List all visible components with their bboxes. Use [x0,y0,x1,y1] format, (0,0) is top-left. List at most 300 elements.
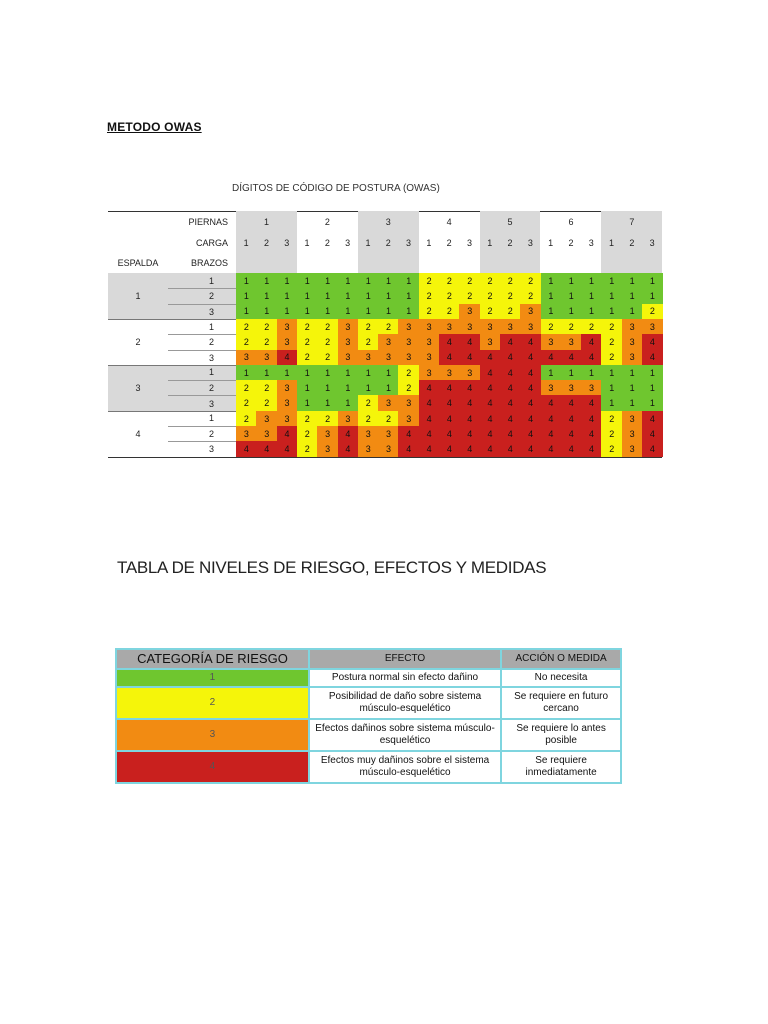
owas-cell: 1 [236,304,257,320]
owas-cell: 2 [358,319,379,335]
owas-cell: 2 [601,350,622,366]
owas-cell: 3 [378,350,399,366]
owas-cell: 1 [541,365,562,381]
carga-header: 3 [398,232,418,253]
label-carga: CARGA [195,237,228,248]
owas-cell: 1 [541,273,562,289]
owas-cell: 1 [561,304,582,320]
owas-cell: 2 [378,319,399,335]
owas-cell: 3 [622,441,643,457]
owas-cell: 2 [236,395,257,411]
owas-cell: 1 [338,304,359,320]
piernas-header-5: 5 [480,211,541,232]
owas-cell: 2 [317,350,338,366]
owas-cell: 1 [277,365,298,381]
owas-cell: 3 [256,411,277,427]
header-categoria: CATEGORÍA DE RIESGO [116,649,309,669]
owas-cell: 2 [358,395,379,411]
owas-cell: 4 [581,411,602,427]
piernas-header-3: 3 [358,211,419,232]
owas-cell: 3 [642,319,663,335]
owas-cell: 4 [541,426,562,442]
owas-cell: 3 [277,395,298,411]
owas-cell: 4 [561,411,582,427]
owas-cell: 3 [277,334,298,350]
owas-cell: 4 [419,395,440,411]
owas-cell: 3 [338,411,359,427]
owas-cell: 1 [398,288,419,304]
owas-cell: 2 [520,273,541,289]
owas-cell: 3 [419,319,440,335]
brazos-label: 3 [168,441,236,456]
owas-cell: 1 [317,395,338,411]
owas-cell: 3 [378,441,399,457]
header-shade [236,253,297,273]
owas-cell: 1 [317,288,338,304]
owas-cell: 1 [378,304,399,320]
owas-cell: 2 [601,319,622,335]
risk-row [116,687,621,719]
owas-cell: 1 [601,380,622,396]
owas-cell: 4 [561,441,582,457]
owas-figure [108,175,663,475]
owas-cell: 4 [581,395,602,411]
carga-header: 1 [304,237,310,248]
carga-header: 1 [601,232,621,253]
owas-cell: 4 [459,380,480,396]
risk-row [116,719,621,751]
owas-cell: 2 [297,441,318,457]
owas-cell: 4 [520,395,541,411]
owas-cell: 1 [642,365,663,381]
header-shade [480,253,541,273]
owas-cell: 1 [236,273,257,289]
owas-cell: 4 [500,411,521,427]
owas-cell: 4 [541,395,562,411]
owas-cell: 3 [541,334,562,350]
owas-cell: 4 [541,350,562,366]
risk-row [116,751,621,783]
risk-action-cell: No necesita [501,669,621,687]
owas-cell: 2 [317,411,338,427]
owas-cell: 2 [500,304,521,320]
owas-cell: 3 [398,395,419,411]
risk-action-cell: Se requiere en futuro cercano [501,687,621,719]
owas-cell: 4 [419,441,440,457]
carga-header: 2 [568,237,574,248]
brazos-label: 1 [208,321,214,332]
owas-cell: 3 [317,426,338,442]
owas-cell: 1 [358,365,379,381]
owas-cell: 1 [317,304,338,320]
risk-row [116,669,621,687]
owas-cell: 2 [480,273,501,289]
owas-cell: 1 [378,380,399,396]
owas-cell: 4 [561,395,582,411]
piernas-header-6: 6 [568,216,574,227]
owas-cell: 2 [317,319,338,335]
carga-header: 2 [324,237,330,248]
owas-cell: 3 [419,350,440,366]
owas-cell: 2 [601,426,622,442]
risk-effect-cell: Postura normal sin efecto dañino [309,669,501,687]
owas-cell: 4 [642,334,663,350]
owas-cell: 2 [236,411,257,427]
owas-cell: 4 [520,380,541,396]
owas-cell: 3 [338,350,359,366]
owas-cell: 2 [236,380,257,396]
owas-cell: 4 [500,441,521,457]
owas-cell: 4 [439,395,460,411]
owas-cell: 3 [622,411,643,427]
owas-cell: 3 [520,319,541,335]
owas-cell: 2 [358,411,379,427]
owas-cell: 1 [317,365,338,381]
owas-cell: 4 [439,380,460,396]
owas-cell: 1 [378,273,399,289]
owas-cell: 3 [480,334,501,350]
owas-cell: 3 [256,426,277,442]
document-title: METODO OWAS [107,120,202,134]
owas-cell: 2 [561,319,582,335]
owas-cell: 1 [541,288,562,304]
owas-cell: 1 [358,380,379,396]
owas-cell: 3 [581,380,602,396]
owas-cell: 4 [642,441,663,457]
risk-category-cell: 2 [116,687,309,719]
owas-cell: 4 [642,411,663,427]
brazos-label: 3 [168,304,236,319]
owas-cell: 1 [622,304,643,320]
risk-effect-cell: Efectos dañinos sobre sistema músculo-esquelético [309,719,501,751]
owas-cell: 3 [459,304,480,320]
owas-cell: 1 [601,365,622,381]
owas-cell: 3 [419,365,440,381]
piernas-header-1: 1 [236,211,297,232]
owas-cell: 4 [439,350,460,366]
owas-cell: 1 [622,395,643,411]
espalda-label-4: 4 [135,428,141,439]
owas-cell: 4 [480,350,501,366]
owas-cell: 4 [480,411,501,427]
owas-cell: 1 [297,304,318,320]
owas-cell: 1 [338,273,359,289]
owas-cell: 4 [500,334,521,350]
brazos-label: 2 [168,380,236,395]
owas-bottom-rule [108,457,662,458]
owas-cell: 4 [459,350,480,366]
owas-cell: 4 [480,441,501,457]
owas-cell: 4 [277,350,298,366]
brazos-label: 1 [208,367,214,378]
owas-cell: 4 [541,411,562,427]
brazos-label: 1 [208,413,214,424]
owas-cell: 1 [561,288,582,304]
owas-cell: 1 [622,273,643,289]
owas-cell: 4 [642,426,663,442]
owas-cell: 3 [378,426,399,442]
carga-header: 3 [588,237,594,248]
owas-cell: 1 [236,365,257,381]
owas-cell: 2 [459,273,480,289]
owas-cell: 4 [561,426,582,442]
owas-cell: 1 [581,365,602,381]
owas-cell: 2 [358,334,379,350]
owas-cell: 3 [561,334,582,350]
espalda-label-3: 3 [135,382,141,393]
owas-cell: 1 [622,365,643,381]
owas-cell: 1 [277,304,298,320]
owas-cell: 2 [480,288,501,304]
header-shade [601,253,662,273]
owas-cell: 1 [317,380,338,396]
owas-cell: 3 [541,380,562,396]
owas-cell: 1 [622,288,643,304]
owas-cell: 4 [642,350,663,366]
owas-cell: 3 [622,350,643,366]
owas-cell: 4 [439,334,460,350]
owas-cell: 4 [419,426,440,442]
owas-cell: 1 [256,304,277,320]
carga-header: 2 [256,232,276,253]
owas-cell: 2 [642,304,663,320]
owas-cell: 4 [581,334,602,350]
risk-effect-cell: Posibilidad de daño sobre sistema músculo-esquelético [309,687,501,719]
owas-cell: 2 [439,304,460,320]
owas-cell: 3 [236,350,257,366]
owas-cell: 1 [297,288,318,304]
owas-cell: 1 [277,273,298,289]
owas-cell: 4 [520,426,541,442]
owas-cell: 4 [520,334,541,350]
owas-cell: 4 [419,380,440,396]
label-espalda: ESPALDA [117,258,159,268]
owas-cell: 4 [520,365,541,381]
carga-header: 1 [480,232,500,253]
owas-cell: 3 [338,319,359,335]
owas-cell: 4 [236,441,257,457]
owas-cell: 1 [358,304,379,320]
owas-cell: 3 [358,350,379,366]
owas-cell: 1 [358,273,379,289]
owas-cell: 4 [439,411,460,427]
owas-cell: 3 [520,304,541,320]
brazos-label: 2 [168,288,236,303]
owas-cell: 1 [581,273,602,289]
owas-cell: 4 [520,441,541,457]
owas-cell: 1 [297,380,318,396]
owas-cell: 3 [398,334,419,350]
owas-cell: 4 [480,380,501,396]
owas-cell: 1 [581,304,602,320]
carga-header: 3 [466,237,472,248]
owas-cell: 1 [581,288,602,304]
risk-header-row [116,649,621,669]
owas-cell: 2 [297,334,318,350]
owas-cell: 4 [561,350,582,366]
carga-header: 1 [236,232,256,253]
owas-cell: 3 [398,350,419,366]
owas-cell: 4 [439,441,460,457]
brazos-label: 2 [168,334,236,349]
carga-header: 2 [500,232,520,253]
owas-cell: 2 [256,395,277,411]
brazos-label: 3 [168,350,236,365]
owas-cell: 4 [500,365,521,381]
owas-cell: 4 [500,350,521,366]
owas-cell: 4 [480,365,501,381]
owas-cell: 4 [419,411,440,427]
owas-cell: 4 [520,411,541,427]
owas-cell: 1 [358,288,379,304]
carga-header: 2 [446,237,452,248]
owas-cell: 1 [561,273,582,289]
brazos-label: 3 [168,395,236,410]
owas-cell: 4 [277,426,298,442]
owas-cell: 1 [338,365,359,381]
owas-cell: 4 [480,426,501,442]
owas-cell: 4 [398,441,419,457]
risk-category-cell: 3 [116,719,309,751]
owas-cell: 4 [541,441,562,457]
brazos-label: 1 [208,275,214,286]
owas-cell: 3 [459,365,480,381]
risk-action-cell: Se requiere lo antes posible [501,719,621,751]
owas-cell: 2 [256,334,277,350]
owas-cell: 1 [338,288,359,304]
owas-cell: 1 [256,288,277,304]
owas-cell: 4 [459,426,480,442]
owas-cell: 2 [439,273,460,289]
owas-cell: 4 [581,350,602,366]
owas-cell: 4 [459,395,480,411]
risk-category-cell: 1 [116,669,309,687]
owas-cell: 1 [256,273,277,289]
owas-cell: 2 [419,304,440,320]
owas-cell: 1 [297,273,318,289]
owas-cell: 3 [561,380,582,396]
owas-cell: 3 [358,441,379,457]
owas-cell: 3 [500,319,521,335]
owas-cell: 2 [480,304,501,320]
owas-cell: 2 [459,288,480,304]
owas-cell: 2 [317,334,338,350]
owas-cell: 1 [297,395,318,411]
owas-cell: 2 [297,319,318,335]
label-piernas: PIERNAS [188,216,228,227]
owas-cell: 2 [398,380,419,396]
owas-cell: 1 [622,380,643,396]
owas-cell: 3 [236,426,257,442]
owas-cell: 4 [480,395,501,411]
owas-cell: 1 [256,365,277,381]
owas-cell: 1 [338,395,359,411]
owas-cell: 3 [277,380,298,396]
owas-cell: 4 [439,426,460,442]
owas-cell: 2 [419,288,440,304]
owas-cell: 4 [500,380,521,396]
owas-cell: 1 [601,304,622,320]
owas-cell: 2 [378,411,399,427]
owas-cell: 1 [601,273,622,289]
owas-cell: 2 [439,288,460,304]
owas-cell: 4 [459,411,480,427]
carga-header: 3 [642,232,662,253]
owas-cell: 1 [398,304,419,320]
owas-cell: 2 [500,273,521,289]
owas-cell: 2 [297,426,318,442]
owas-cell: 1 [236,288,257,304]
owas-cell: 2 [419,273,440,289]
owas-cell: 3 [378,334,399,350]
brazos-label: 2 [168,426,236,441]
carga-header: 1 [426,237,432,248]
owas-cell: 2 [601,441,622,457]
owas-cell: 3 [398,411,419,427]
owas-cell: 4 [581,426,602,442]
piernas-header-2: 2 [324,216,330,227]
carga-header: 2 [622,232,642,253]
owas-cell: 4 [500,395,521,411]
carga-header: 3 [520,232,540,253]
owas-cell: 1 [378,365,399,381]
owas-cell: 1 [601,395,622,411]
piernas-header-7: 7 [601,211,662,232]
owas-cell: 4 [520,350,541,366]
owas-cell: 2 [541,319,562,335]
owas-cell: 3 [439,319,460,335]
piernas-header-4: 4 [446,216,452,227]
owas-cell: 3 [419,334,440,350]
owas-cell: 2 [236,334,257,350]
owas-cell: 4 [277,441,298,457]
owas-cell: 1 [601,288,622,304]
owas-cell: 4 [338,441,359,457]
owas-cell: 3 [277,411,298,427]
owas-cell: 1 [378,288,399,304]
risk-effect-cell: Efectos muy dañinos sobre el sistema músculo-esquelético [309,751,501,783]
owas-cell: 3 [398,319,419,335]
owas-cell: 2 [500,288,521,304]
owas-cell: 2 [398,365,419,381]
label-brazos: BRAZOS [190,258,228,268]
carga-header: 1 [548,237,554,248]
owas-cell: 3 [277,319,298,335]
owas-cell: 1 [642,395,663,411]
owas-cell: 2 [520,288,541,304]
owas-cell: 2 [236,319,257,335]
owas-cell: 2 [297,411,318,427]
owas-cell: 3 [622,426,643,442]
carga-header: 3 [277,232,297,253]
espalda-label-2: 2 [135,336,141,347]
owas-caption: DÍGITOS DE CÓDIGO DE POSTURA (OWAS) [232,183,440,194]
owas-cell: 4 [459,441,480,457]
owas-cell: 2 [601,334,622,350]
risk-category-cell: 4 [116,751,309,783]
owas-cell: 3 [317,441,338,457]
owas-cell: 1 [277,288,298,304]
owas-cell: 3 [338,334,359,350]
owas-cell: 4 [581,441,602,457]
risk-action-cell: Se requiere inmediatamente [501,751,621,783]
header-efecto: EFECTO [309,649,501,669]
owas-cell: 3 [622,334,643,350]
owas-cell: 4 [500,426,521,442]
owas-cell: 3 [358,426,379,442]
owas-cell: 2 [256,380,277,396]
owas-cell: 1 [541,304,562,320]
